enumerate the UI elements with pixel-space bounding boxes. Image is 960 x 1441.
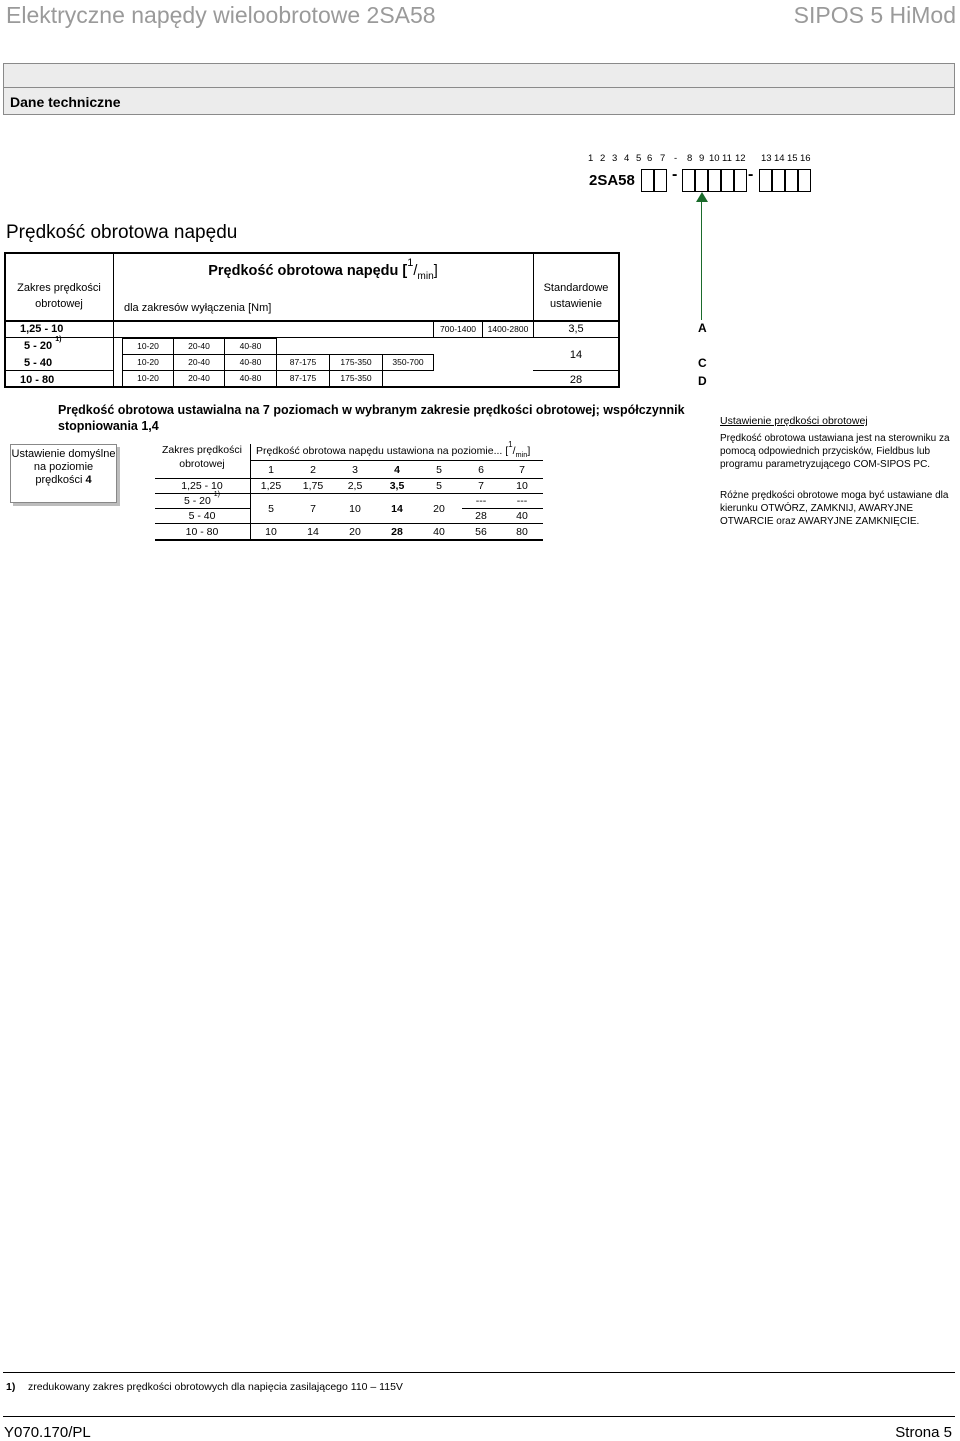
level-column-range: Zakres prędkości obrotowej: [162, 444, 242, 470]
level-cell: 40: [516, 510, 528, 522]
range-cell-text: 10-20: [137, 357, 159, 367]
row-range: 1,25 - 10: [20, 323, 64, 335]
variant-code: C: [698, 356, 707, 370]
level-number: 4: [394, 464, 400, 476]
side-note-title: Ustawienie prędkości obrotowej: [720, 415, 868, 427]
table-divider: [462, 508, 543, 509]
default-level-text: Ustawienie domyślne na poziomie prędkości: [11, 448, 116, 486]
level-cell: 1,25: [260, 480, 282, 492]
order-code-dash: -: [672, 166, 678, 183]
section-band-divider: [3, 87, 955, 88]
range-cell: [173, 354, 225, 371]
level-cell: 7: [478, 480, 484, 492]
level-cell: 1,75: [302, 480, 324, 492]
range-cell-text: 40-80: [239, 341, 262, 351]
arrow-up-icon: [696, 192, 708, 202]
order-code-box: [708, 169, 721, 192]
unit-num: 1: [407, 257, 414, 269]
order-code-position: 3: [612, 153, 618, 164]
column-header-range: Zakres prędkości obrotowej: [17, 282, 101, 310]
range-cell-text: 700-1400: [440, 324, 476, 334]
order-code-box: [682, 169, 695, 192]
level-number: 5: [436, 464, 442, 476]
range-cell-text: 87-175: [289, 357, 317, 367]
footnote-divider: [3, 1372, 955, 1373]
row-range: 5 - 40: [24, 357, 53, 369]
level-number: 6: [478, 464, 484, 476]
level-cell: ---: [475, 495, 487, 507]
level-column-speed: [256, 440, 531, 460]
level-number: 2: [310, 464, 316, 476]
default-level-value: 4: [85, 474, 92, 486]
level-cell: 14: [391, 503, 403, 515]
footnote-ref: 1): [213, 491, 220, 498]
unit-sep: /: [512, 445, 516, 457]
variant-code: A: [698, 321, 707, 335]
order-code-box: [798, 169, 811, 192]
product-name: SIPOS 5 HiMod: [793, 2, 956, 28]
order-code-box: [654, 169, 667, 192]
table-divider: [155, 478, 543, 479]
order-code-position: 10: [709, 153, 720, 164]
range-cell-text: 87-175: [289, 373, 317, 383]
level-cell: 2,5: [347, 480, 363, 492]
level-cell: 28: [475, 510, 487, 522]
range-cell-text: 10-20: [137, 341, 159, 351]
table-divider: [5, 370, 113, 371]
default-level-note: [10, 444, 117, 503]
page-number: Strona 5: [895, 1424, 952, 1441]
document-title: Elektryczne napędy wieloobrotowe 2SA58: [6, 2, 436, 28]
level-cell: 10: [349, 503, 361, 515]
level-cell: 56: [475, 526, 487, 538]
unit: [407, 257, 438, 282]
range-cell: [276, 370, 330, 387]
range-cell-text: 10-20: [137, 373, 159, 383]
row-range: 10 - 80: [20, 374, 55, 386]
table-divider: [250, 460, 543, 461]
order-code-box: [772, 169, 785, 192]
order-code-position: 13: [761, 153, 772, 164]
row-range-text: 5 - 20: [24, 340, 53, 352]
level-number: 1: [268, 464, 274, 476]
level-row-range: 10 - 80: [185, 526, 219, 538]
range-cell: [173, 370, 225, 387]
range-cell-text: 1400-2800: [487, 324, 529, 334]
range-cell: [122, 354, 174, 371]
range-cell-text: 175-350: [340, 357, 372, 367]
footnote-ref: 1): [55, 336, 62, 343]
level-cell: 14: [307, 526, 319, 538]
range-cell: [224, 354, 277, 371]
range-cell: [122, 338, 174, 355]
order-code-position: 5: [636, 153, 642, 164]
table-divider: [155, 523, 543, 524]
order-code-position: 15: [787, 153, 798, 164]
order-code-box: [641, 169, 654, 192]
order-code-position: 2: [600, 153, 606, 164]
order-code-box: [734, 169, 747, 192]
variant-code: D: [698, 374, 707, 388]
level-row-range-text: 5 - 20: [183, 495, 211, 507]
section-band: [3, 63, 955, 115]
level-number: 3: [352, 464, 358, 476]
range-cell: [382, 354, 434, 371]
table-divider: [155, 539, 543, 541]
unit-close: ]: [433, 263, 438, 279]
standard-value: 28: [569, 374, 583, 386]
column-header-speed: [114, 257, 532, 282]
level-cell: 3,5: [389, 480, 405, 492]
standard-value: 14: [569, 349, 583, 361]
page-title: Prędkość obrotowa napędu: [6, 222, 238, 243]
order-code-position: 11: [722, 153, 732, 164]
level-cell: 5: [268, 503, 274, 515]
order-code-position: 9: [699, 153, 705, 164]
level-row-range: 5 - 40: [188, 510, 216, 522]
range-cell: [122, 370, 174, 387]
order-code-position: 16: [800, 153, 811, 164]
order-code-position: 8: [687, 153, 693, 164]
range-cell: [482, 321, 534, 338]
range-cell: [276, 354, 330, 371]
level-cell: 80: [516, 526, 528, 538]
level-cell: 40: [433, 526, 445, 538]
range-cell-text: 40-80: [239, 357, 262, 367]
order-code-position: -: [674, 153, 678, 164]
level-cell: 28: [391, 526, 403, 538]
level-cell: ---: [516, 495, 528, 507]
column-header-standard: Standardowe ustawienie: [543, 282, 609, 310]
footnote-text: zredukowany zakres prędkości obrotowych dla napięcia zasilającego 110 – 115V: [28, 1381, 403, 1393]
range-cell: [173, 338, 225, 355]
unit-num: 1: [508, 440, 513, 449]
footer-divider: [3, 1416, 955, 1417]
range-cell: [329, 370, 383, 387]
table-divider: [533, 370, 619, 371]
range-cell: [224, 338, 277, 355]
range-cell-text: 350-700: [392, 357, 424, 367]
range-cell: [224, 370, 277, 387]
level-number: 7: [519, 464, 525, 476]
order-code-position: 6: [647, 153, 653, 164]
level-cell: 20: [433, 503, 445, 515]
order-code-box: [785, 169, 798, 192]
order-code-box: [759, 169, 772, 192]
section-subtitle: Prędkość obrotowa ustawialna na 7 poziomach w wybranym zakresie prędkości obrotowej; współczynnik stopniowania 1,4: [58, 403, 685, 433]
side-note-paragraph: Różne prędkości obrotowe moga być ustawiane dla kierunku OTWÓRZ, ZAMKNIJ, AWARYJNE OTWARCIE oraz AWARYJNE ZAMKNIĘCIE.: [720, 490, 949, 527]
level-row-range: 1,25 - 10: [181, 480, 223, 492]
section-heading: Dane techniczne: [10, 94, 121, 110]
unit-sep: /: [413, 263, 418, 279]
order-code-box: [721, 169, 734, 192]
range-cell-text: 175-350: [340, 373, 372, 383]
level-row-range: [155, 491, 249, 507]
level-cell: 10: [265, 526, 277, 538]
order-code-position: 4: [624, 153, 630, 164]
level-cell: 5: [436, 480, 442, 492]
column-header-speed-text: Prędkość obrotowa napędu [: [208, 263, 408, 279]
range-cell: [329, 354, 383, 371]
order-code-position: 7: [660, 153, 666, 164]
unit-den: min: [515, 450, 528, 460]
order-code-position: 12: [735, 153, 746, 164]
range-cell-text: 20-40: [188, 373, 210, 383]
table-divider: [155, 508, 250, 509]
level-column-speed-text: Prędkość obrotowa napędu ustawiona na poziomie... [: [256, 445, 509, 457]
unit-den: min: [417, 270, 434, 282]
order-code-position: 14: [774, 153, 785, 164]
unit-close: ]: [527, 445, 531, 457]
side-note-paragraph: Prędkość obrotowa ustawiana jest na sterowniku za pomocą odpowiednich przycisków, Fieldbus lub programu parametryzującego COM-SIPOS PC.: [720, 433, 950, 470]
range-cell-text: 40-80: [239, 373, 262, 383]
range-cell-text: 20-40: [188, 357, 210, 367]
column-subheader: dla zakresów wyłączenia [Nm]: [124, 302, 272, 314]
range-cell-text: 20-40: [188, 341, 210, 351]
document-code: Y070.170/PL: [4, 1424, 91, 1441]
order-code-label: 2SA58: [589, 172, 635, 189]
level-cell: 20: [349, 526, 361, 538]
order-code-position: 1: [588, 153, 594, 164]
footnote-mark: 1): [6, 1381, 16, 1393]
level-cell: 7: [310, 503, 316, 515]
level-cell: 10: [516, 480, 528, 492]
pointer-line: [701, 200, 702, 320]
standard-value: 3,5: [568, 323, 584, 335]
row-range: [24, 336, 62, 352]
range-cell: [433, 321, 483, 338]
order-code-dash: -: [748, 166, 754, 183]
order-code-box: [695, 169, 708, 192]
